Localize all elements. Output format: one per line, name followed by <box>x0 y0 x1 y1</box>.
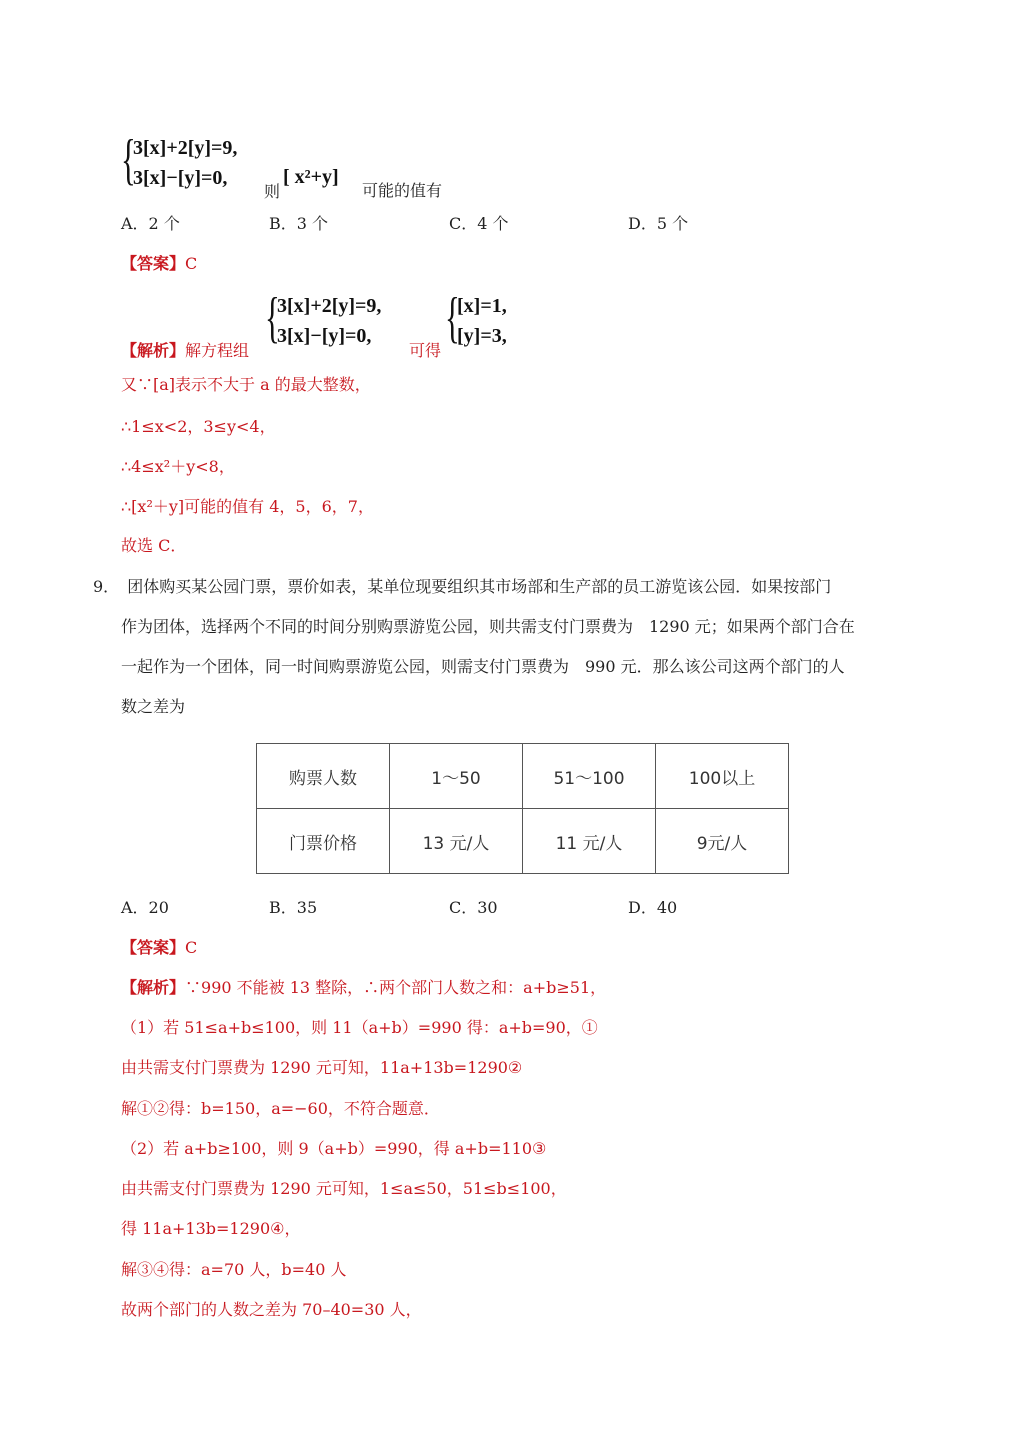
q9-stem-line: 数之差为 <box>121 697 186 716</box>
q9-stem-text: 团体购买某公园门票，票价如表，某单位现要组织其市场部和生产部的员工游览该公园．如果按部门 <box>127 577 832 596</box>
q8-expression: [ x²+y] <box>283 166 339 188</box>
q9-step: 由共需支付门票费为 1290 元可知，1≤a≤50，51≤b≤100， <box>121 1179 567 1198</box>
q8-answer-value: C <box>185 254 198 273</box>
table-cell: 13 元/人 <box>390 809 523 874</box>
q8-result-brace: { <box>445 287 460 349</box>
table-row <box>257 809 789 874</box>
table-cell: 11 元/人 <box>523 809 656 874</box>
q9-answer-value: C <box>185 938 198 957</box>
q9-step: 得 11a+13b=1290④， <box>121 1219 301 1238</box>
q8-step: ∴1≤x<2，3≤y<4， <box>121 417 276 436</box>
table-cell: 51～100 <box>523 744 656 809</box>
q8-option-a: A．2 个 <box>121 214 180 233</box>
q9-option-c: C．30 <box>449 898 498 917</box>
q9-analysis-line <box>121 978 606 998</box>
q8-then: 则 <box>264 182 281 201</box>
q9-option-b: B．35 <box>269 898 318 917</box>
q9-stem-line: 一起作为一个团体，同一时间购票游览公园，则需支付门票费为 990 元．那么该公司这两个部门的人 <box>121 657 845 676</box>
q9-stem-line <box>93 577 831 597</box>
q9-option-d: D．40 <box>628 898 678 917</box>
q8-solution-eq-1: 3[x]+2[y]=9, <box>277 295 382 317</box>
q9-step: 由共需支付门票费为 1290 元可知，11a+13b=1290② <box>121 1058 523 1077</box>
q9-analysis-first: ∵990 不能被 13 整除，∴两个部门人数之和：a+b≥51， <box>185 978 607 997</box>
q8-result-eq-1: [x]=1, <box>457 295 507 317</box>
q8-analysis-tag: 【解析】 <box>121 341 186 360</box>
q8-step: 故选 C． <box>121 536 187 555</box>
table-cell: 购票人数 <box>257 744 390 809</box>
q8-answer-tag: 【答案】 <box>121 254 186 273</box>
q8-answer <box>121 254 197 274</box>
q8-option-d: D．5 个 <box>628 214 689 233</box>
q9-step: 解①②得：b=150，a=−60，不符合题意． <box>121 1099 440 1118</box>
q8-option-c: C．4 个 <box>449 214 509 233</box>
q8-step: 又∵[a]表示不大于 a 的最大整数， <box>121 375 371 394</box>
q8-solution-eq-2: 3[x]−[y]=0, <box>277 325 372 347</box>
q9-answer-tag: 【答案】 <box>121 938 186 957</box>
q8-result-system <box>445 287 535 350</box>
q9-stem-line: 作为团体，选择两个不同的时间分别购票游览公园，则共需支付门票费为 1290 元；如果两个部门合在 <box>121 617 855 636</box>
q9-number: 9． <box>93 577 120 596</box>
q9-step: 故两个部门的人数之差为 70–40=30 人， <box>121 1300 422 1319</box>
q8-equation-1: 3[x]+2[y]=9, <box>133 137 238 159</box>
q9-option-a: A．20 <box>121 898 169 917</box>
q8-analysis-intro-line <box>121 341 249 361</box>
q9-step: 解③④得：a=70 人，b=40 人 <box>121 1260 347 1279</box>
q8-brace: { <box>121 129 136 191</box>
table-cell: 100以上 <box>656 744 789 809</box>
q8-equation-2: 3[x]−[y]=0, <box>133 167 228 189</box>
table-cell: 1～50 <box>390 744 523 809</box>
q8-analysis-intro: 解方程组 <box>185 341 250 360</box>
q8-equation-system <box>121 129 271 192</box>
table-cell: 门票价格 <box>257 809 390 874</box>
q9-analysis-tag: 【解析】 <box>121 978 186 997</box>
table-cell: 9元/人 <box>656 809 789 874</box>
q9-answer <box>121 938 197 958</box>
table-row <box>257 744 789 809</box>
ticket-price-table <box>256 743 789 874</box>
q8-result-eq-2: [y]=3, <box>457 325 507 347</box>
q8-get: 可得 <box>409 341 442 360</box>
q8-solution-brace: { <box>265 287 280 349</box>
q8-solution-system <box>265 287 415 350</box>
q9-step: （1）若 51≤a+b≤100，则 11（a+b）=990 得：a+b=90，① <box>121 1018 598 1037</box>
q8-tail: 可能的值有 <box>362 181 443 200</box>
q8-option-b: B．3 个 <box>269 214 329 233</box>
q8-step: ∴[x²＋y]可能的值有 4，5，6，7， <box>121 497 374 516</box>
q8-step: ∴4≤x²＋y<8， <box>121 457 235 476</box>
q9-step: （2）若 a+b≥100，则 9（a+b）=990，得 a+b=110③ <box>121 1139 547 1158</box>
